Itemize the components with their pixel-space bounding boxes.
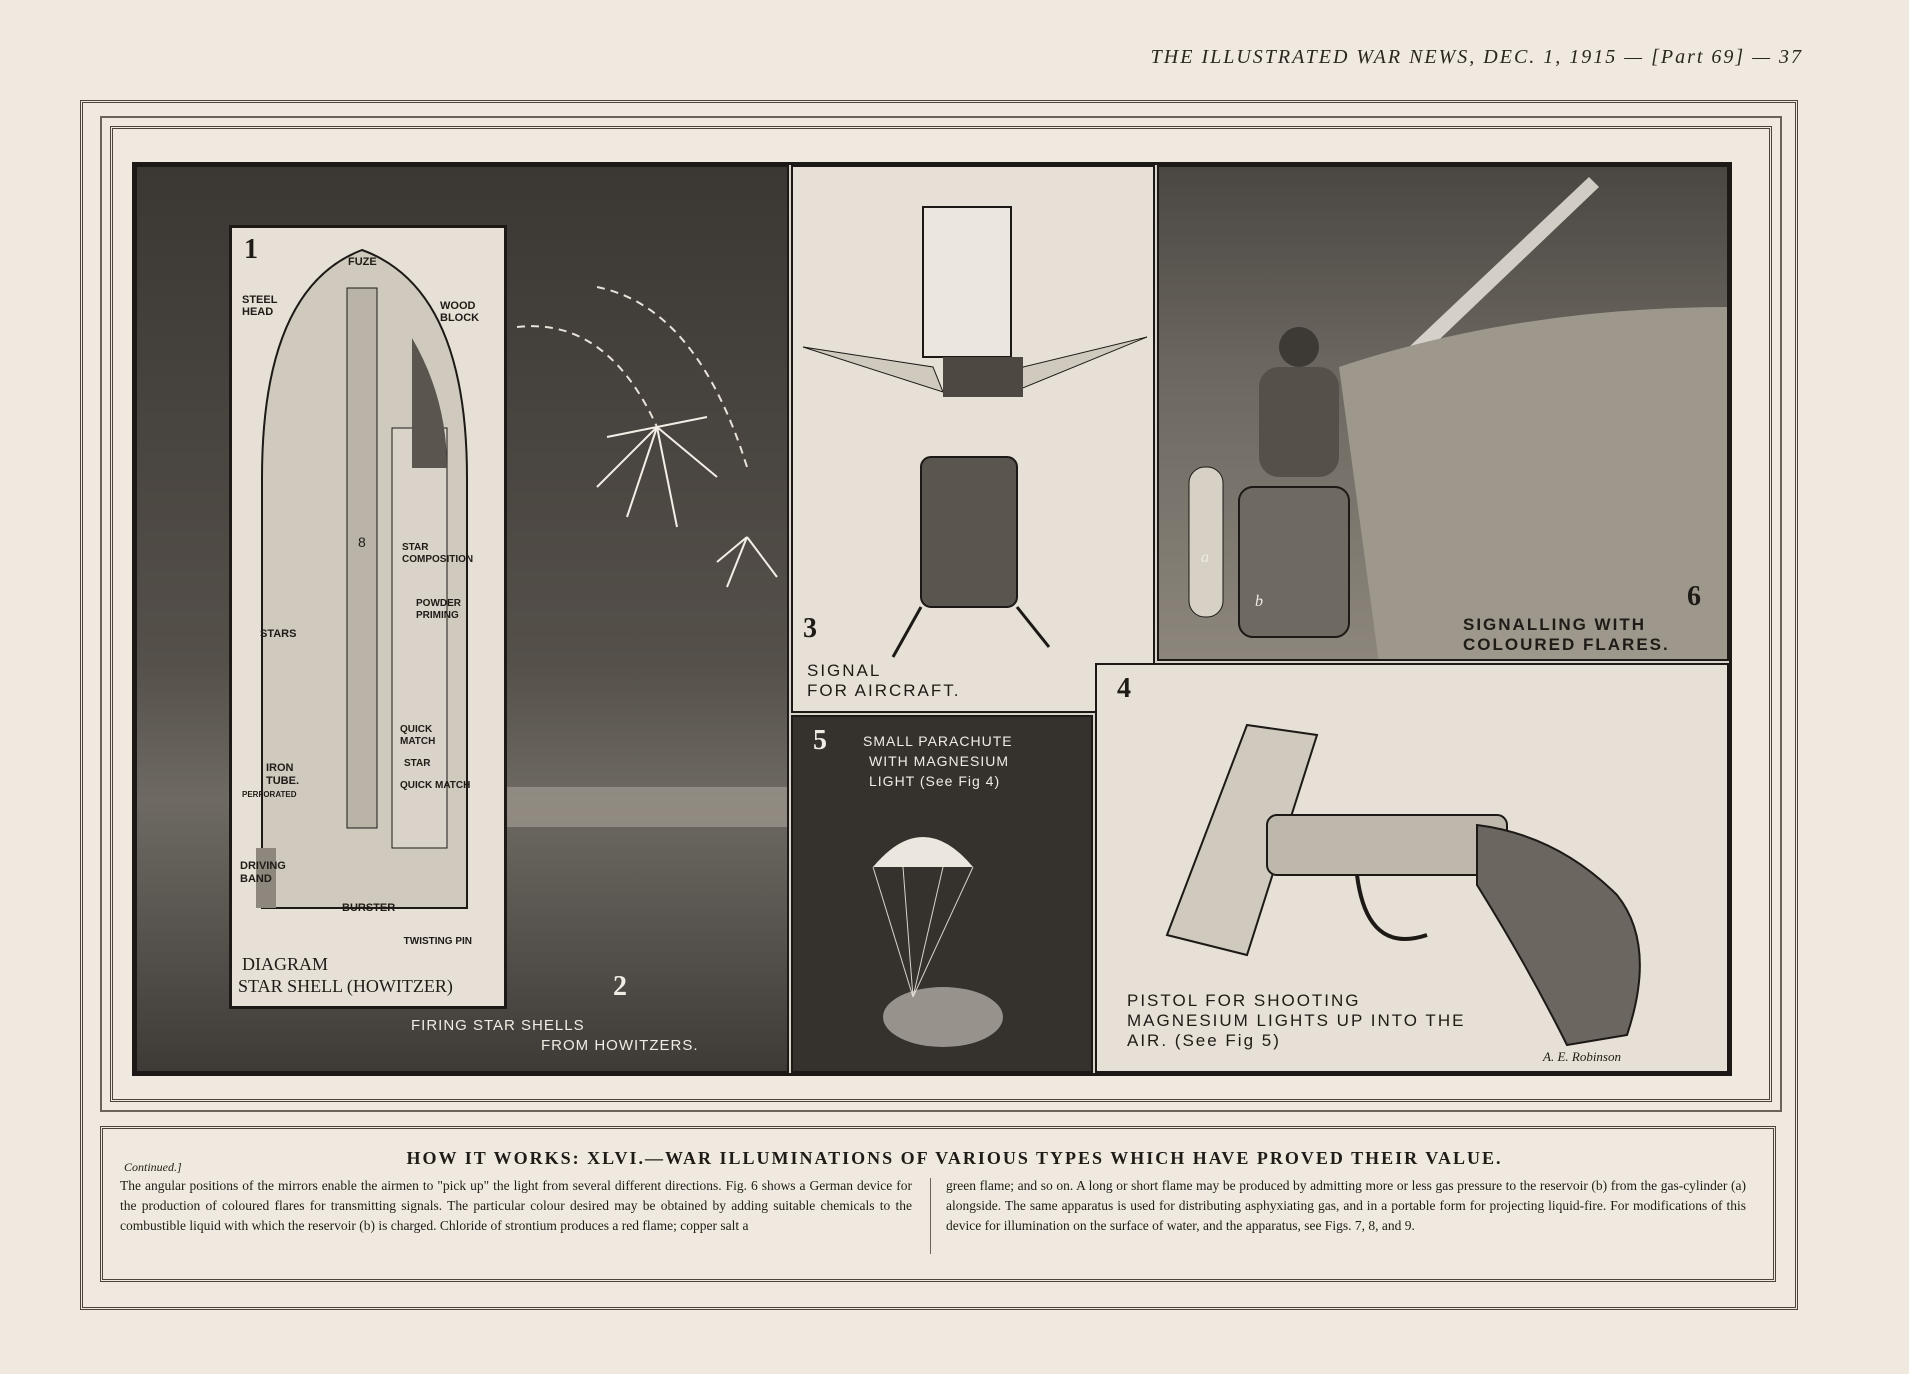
label-a: a	[1201, 549, 1209, 566]
label-twisting-pin: TWISTING PIN	[403, 936, 472, 947]
label-quick-match-2: QUICK MATCH	[400, 780, 471, 791]
leg-left	[893, 607, 921, 657]
lantern	[923, 207, 1011, 357]
fig5-caption-2: WITH MAGNESIUM	[869, 753, 1009, 769]
fig-number-2: 2	[613, 971, 627, 1002]
diagram-title-2: STAR SHELL (HOWITZER)	[238, 976, 453, 996]
trench-wall	[1339, 307, 1729, 661]
gas-cylinder	[1189, 467, 1223, 617]
diagram-title-1: DIAGRAM	[242, 954, 329, 974]
fig4-caption-1: PISTOL FOR SHOOTING	[1127, 991, 1361, 1010]
label-star: STAR	[404, 758, 431, 769]
panel-parachute	[791, 715, 1093, 1073]
parachute-canopy	[873, 837, 973, 867]
artist-signature: A. E. Robinson	[1543, 1049, 1621, 1064]
caption-title: HOW IT WORKS: XLVI.—WAR ILLUMINATIONS OF VARIOUS TYPES WHICH HAVE PROVED THEIR VALUE.	[406, 1148, 1503, 1168]
fig-number-4: 4	[1117, 673, 1131, 704]
pistol-grip	[1477, 825, 1640, 1045]
soldier-head	[1279, 327, 1319, 367]
magnesium-glow	[883, 987, 1003, 1047]
label-powder-priming: POWDER PRIMING	[416, 598, 461, 621]
panel-star-shells	[135, 165, 789, 1073]
fig-number-5: 5	[813, 725, 827, 756]
label-eight: 8	[358, 534, 366, 550]
illustration-plate	[132, 162, 1732, 1076]
label-star-composition: STAR COMPOSITION	[402, 542, 474, 565]
caption-column-2: green flame; and so on. A long or short flame may be produced by admitting more or less gas pressure to the reservoir (b) from the gas-cylinder (a) alongside. The same apparatus is used for distributing asphyxiating gas, and in a portable form for projecting liquid-fire. For modifications of this device for illumination on the surface of water, and the apparatus, see Figs. 7, 8, and 9.	[946, 1178, 1746, 1233]
panel-coloured-flares	[1157, 165, 1729, 661]
fig3-caption-1: SIGNAL	[807, 661, 882, 680]
parachute-art	[793, 717, 1093, 1073]
flare-reservoir	[1239, 487, 1349, 637]
label-burster: BURSTER	[342, 902, 396, 914]
inner-tube	[347, 288, 377, 828]
fig-number-3: 3	[803, 613, 817, 644]
caption-continued: Continued.]	[124, 1160, 182, 1174]
label-driving-band: DRIVING BAND	[240, 860, 286, 885]
reservoir	[921, 457, 1017, 607]
soldier-body	[1259, 367, 1339, 477]
trigger-guard	[1357, 875, 1427, 939]
label-b: b	[1255, 593, 1263, 610]
caption-column-1: The angular positions of the mirrors enable the airmen to "pick up" the light from several different directions. Fig. 6 shows a German device for the production of coloured flares for transmitting signals. The particular colour desired may be obtained by adding suitable chemicals to the combustible liquid with which the reservoir (b) is charged. Chloride of strontium produces a red flame; copper salt a	[120, 1178, 912, 1233]
mirror-right	[1013, 337, 1147, 392]
column-divider	[930, 1178, 931, 1254]
page-header: THE ILLUSTRATED WAR NEWS, DEC. 1, 1915 — [Part 69] — 37	[1150, 46, 1803, 68]
fig4-caption-2: MAGNESIUM LIGHTS UP INTO THE	[1127, 1011, 1466, 1030]
panel-signal-aircraft	[791, 165, 1155, 713]
fig5-caption-3: LIGHT (See Fig 4)	[869, 773, 1001, 789]
pistol-frame	[1267, 815, 1507, 875]
star-burst	[597, 417, 777, 587]
horizon-glow	[497, 787, 789, 827]
reflector	[943, 357, 1023, 397]
label-stars: STARS	[260, 628, 297, 640]
leg-right	[1017, 607, 1049, 647]
fig-number-6: 6	[1687, 581, 1701, 612]
trajectory-arc	[517, 326, 657, 427]
label-iron-tube: IRON TUBE.	[266, 762, 299, 787]
fig4-caption-3: AIR. (See Fig 5)	[1127, 1031, 1281, 1050]
fig3-caption-2: FOR AIRCRAFT.	[807, 681, 961, 700]
fig2-caption-2: FROM HOWITZERS.	[541, 1037, 699, 1054]
label-wood-block: WOOD BLOCK	[440, 300, 480, 324]
diagram-frame	[229, 225, 507, 1009]
fig-number-1: 1	[244, 234, 258, 265]
signal-device-art	[793, 167, 1155, 713]
parachute-lines	[873, 867, 973, 997]
fig5-caption-1: SMALL PARACHUTE	[863, 733, 1013, 749]
fig6-caption-2: COLOURED FLARES.	[1463, 635, 1670, 654]
label-quick-match-1: QUICK MATCH	[400, 724, 436, 747]
flare-scene-art	[1159, 167, 1729, 661]
fig2-caption-1: FIRING STAR SHELLS	[411, 1017, 585, 1034]
panel-pistol	[1095, 663, 1729, 1073]
fig6-caption-1: SIGNALLING WITH	[1463, 615, 1646, 634]
label-fuze: FUZE	[348, 256, 377, 268]
label-perforated: PERFORATED	[242, 790, 297, 799]
label-steel-head: STEEL HEAD	[242, 294, 278, 318]
